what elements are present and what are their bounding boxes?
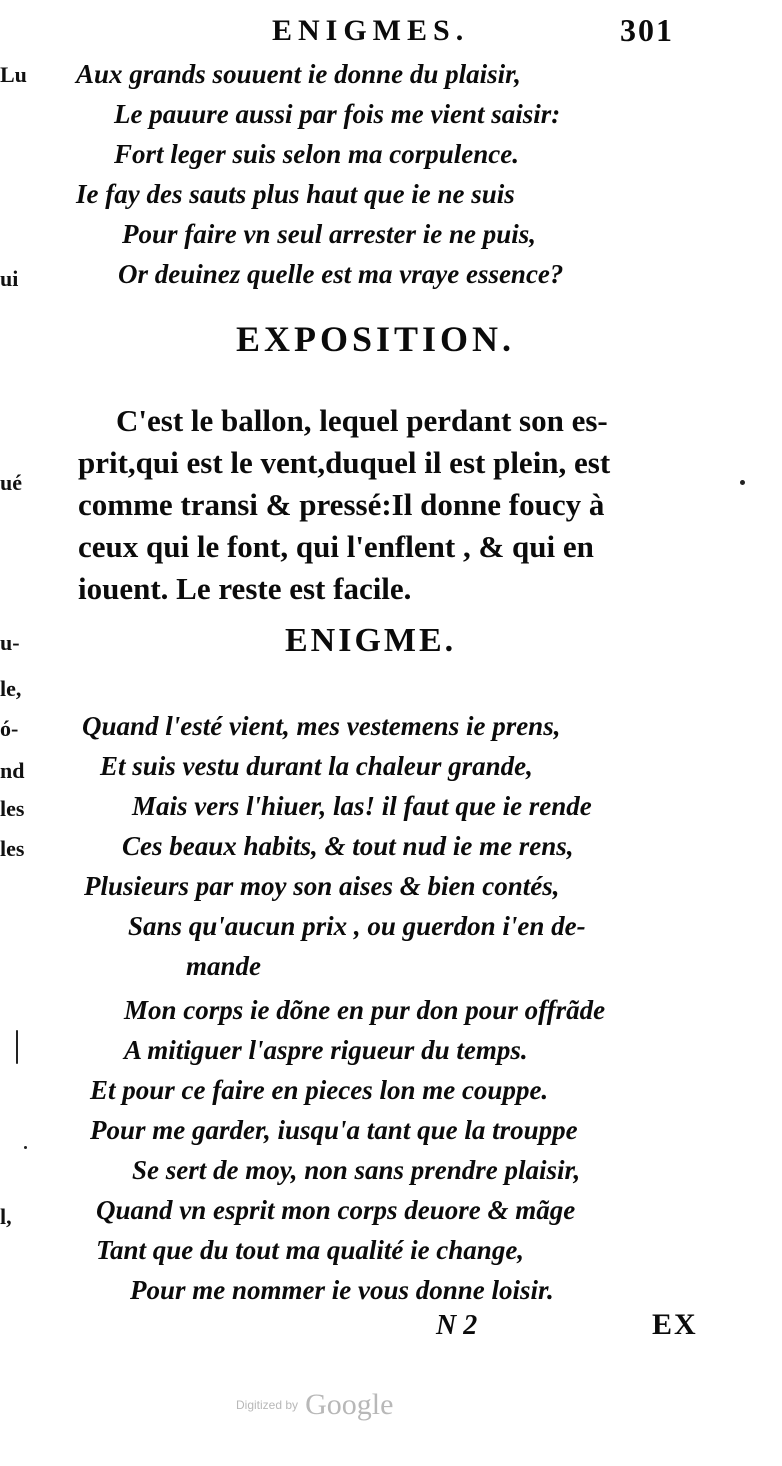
prose-line: comme transi & pressé:Il donne foucy à (78, 487, 605, 522)
margin-fragment: les (0, 796, 25, 821)
verse-line: mande (186, 951, 262, 981)
ink-speck (16, 1030, 18, 1064)
margin-fragment: ó- (0, 716, 19, 741)
verse-line: Et pour ce faire en pieces lon me couppe. (90, 1075, 549, 1105)
verse-line: Sans qu'aucun prix , ou guerdon i'en de- (128, 911, 586, 941)
verse-line: Mon corps ie dõne en pur don pour offrãde (124, 995, 606, 1025)
verse-line: Et suis vestu durant la chaleur grande, (100, 751, 533, 781)
verse-line: Quand vn esprit mon corps deuore & mãge (96, 1195, 576, 1225)
verse-line: Quand l'esté vient, mes vestemens ie prens, (82, 711, 561, 741)
verse-line: Or deuinez quelle est ma vraye essence? (118, 259, 564, 289)
ink-speck (740, 480, 745, 485)
google-logo: Google (305, 1388, 394, 1421)
margin-fragment: le, (0, 676, 22, 701)
margin-fragment: ué (0, 470, 22, 495)
verse-line: Tant que du tout ma qualité ie change, (96, 1235, 525, 1265)
signature-mark: N 2 (436, 1310, 478, 1341)
verse-line: Aux grands souuent ie donne du plaisir, (76, 59, 521, 89)
prose-line: iouent. Le reste est facile. (78, 571, 412, 606)
prose-line: ceux qui le font, qui l'enflent , & qui en (78, 529, 594, 564)
verse-line: Pour faire vn seul arrester ie ne puis, (122, 219, 537, 249)
verse-line: Mais vers l'hiuer, las! il faut que ie rende (132, 791, 592, 821)
ink-speck (24, 1146, 27, 1149)
page-header (0, 12, 782, 52)
margin-fragment: nd (0, 758, 25, 783)
facing-page-margin (0, 0, 30, 1466)
margin-fragment: Lu (0, 62, 27, 87)
verse-line: Le pauure aussi par fois me vient saisir: (114, 99, 561, 129)
verse-line: Fort leger suis selon ma corpulence. (114, 139, 520, 169)
margin-fragment: ui (0, 266, 19, 291)
verse-line: Ces beaux habits, & tout nud ie me rens, (122, 831, 574, 861)
exposition-heading: EXPOSITION. (236, 319, 516, 359)
margin-fragment: l, (0, 1204, 12, 1229)
margin-fragment: les (0, 836, 25, 861)
catchword: EX (652, 1308, 698, 1341)
verse-line: A mitiguer l'aspre rigueur du temps. (124, 1035, 528, 1065)
prose-line: C'est le ballon, lequel perdant son es- (116, 403, 608, 438)
page-number: 301 (620, 12, 674, 48)
verse-line: Se sert de moy, non sans prendre plaisir, (132, 1155, 581, 1185)
verse-line: Pour me nommer ie vous donne loisir. (130, 1275, 554, 1305)
margin-fragment: u- (0, 630, 20, 655)
verse-line: Plusieurs par moy son aises & bien contés, (84, 871, 560, 901)
watermark-prefix: Digitized by (236, 1398, 299, 1412)
prose-line: prit,qui est le vent,duquel il est plein, est (78, 445, 611, 480)
verse-line: Pour me garder, iusqu'a tant que la trouppe (90, 1115, 578, 1145)
verse-line: Ie fay des sauts plus haut que ie ne suis (76, 179, 515, 209)
enigme-heading: ENIGME. (285, 622, 457, 659)
digitized-watermark (236, 1388, 393, 1422)
running-title: ENIGMES. (272, 14, 470, 47)
